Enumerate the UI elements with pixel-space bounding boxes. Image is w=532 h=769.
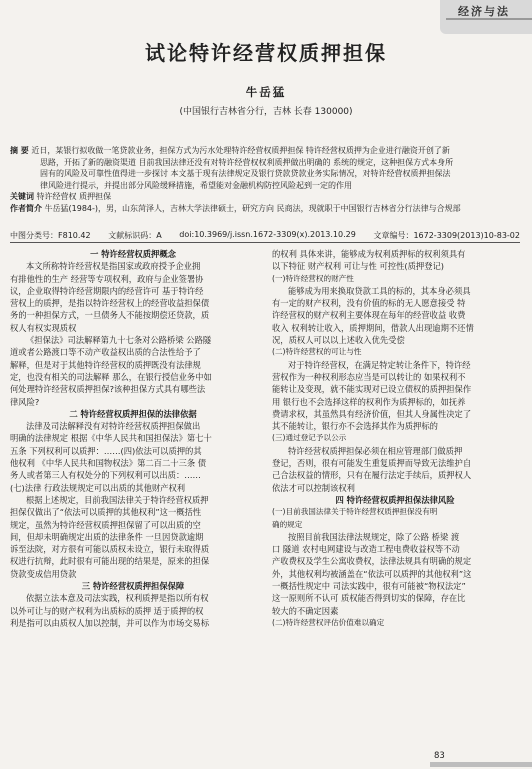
author-bio-label: 作者简介 <box>10 203 42 213</box>
body-text-line: 登记，否则，很有可能发生重复质押而导致无法维护自 <box>272 458 472 469</box>
body-text-line: 明确的法律规定 根据《中华人民共和国担保法》第七十 <box>10 433 212 444</box>
body-text-line: 营权上的质押，是指以特许经营权上的经营收益担保债 <box>10 298 210 309</box>
body-text-line: 根据上述规定，目前我国法律关于特许经营权质押 <box>26 494 209 505</box>
body-text-line: 一概括性规定中 司法实践中，很有可能被“物权法定” <box>272 581 466 592</box>
body-column-left <box>10 248 256 629</box>
body-text-line: 较大的不确定因素 <box>272 605 339 616</box>
body-text-line: 能转让及变现，就不能实现对已设立债权的质押担保作 <box>272 384 472 395</box>
abstract-line: 律风险进行提示，并提出部分风险缓释措施，希望能对金融机构防控风险起到一定的作用 <box>40 180 352 190</box>
subsection-heading: (一)特许经营权的财产性 <box>272 273 354 283</box>
body-text-line: 间，但却未明确规定出质的法律条件 一旦因贷款逾期 <box>10 531 204 542</box>
section-heading: 二 特许经营权质押担保的法律依据 <box>69 408 197 419</box>
body-text-line: 定，也没有相关的司法解释 那么，在银行授信业务中如 <box>10 371 212 382</box>
page-footer-bar <box>430 762 532 767</box>
body-text-line: 务的一种担保方式，一旦债务人不能按期偿还贷款，质 <box>10 310 210 321</box>
abstract-label: 摘 要 <box>10 146 29 155</box>
body-text-line: 他权利 《中华人民共和国物权法》第二百二十三条 债 <box>10 458 207 469</box>
body-text-line: 其不能转让，银行亦不会选择其作为质押标的 <box>272 421 438 432</box>
column-tag: 经济与法 <box>458 5 510 18</box>
body-text-line: 的权利 具体来讲，能够成为权利质押标的权利须具有 <box>272 249 466 259</box>
article-author: 牛岳猛 <box>245 85 287 99</box>
section-heading: 一 特许经营权质押概念 <box>90 249 176 259</box>
abstract-line: 固有的风险及可靠性值得进一步探讨 本文基于现有法律规定及银行贷款贷款业务实际情况，对特许经营权质押担保法 <box>40 169 451 178</box>
body-text-line: 权人有权实现质权 <box>10 322 77 333</box>
abstract-block <box>10 145 520 214</box>
page-number: 83 <box>434 751 445 761</box>
body-text-line: 本文所称特许经营权是指国家或政府授予企业拥 <box>26 261 201 272</box>
body-text-line: 特许经营权质押担保必须在相应管理部门做质押 <box>288 445 463 456</box>
body-text-line: 以外可让与的财产权利为出质标的质押 适于质押的权 <box>10 605 204 616</box>
body-text-line: 法律及司法解释没有对特许经营权质押担保做出 <box>26 421 201 432</box>
document-code: 文献标识码：A <box>108 231 162 240</box>
body-text-line: 营权作为一种权利形态应当是可以转让的 如果权利不 <box>272 371 466 382</box>
clc-number: 中图分类号：F810.42 <box>10 231 91 240</box>
article-number: 文章编号：1672-3309(2013)10-83-02 <box>373 231 520 240</box>
body-text-line: 这一原则所不认可 质权能否得到切实的保障，存在比 <box>272 593 466 604</box>
article-title: 试论特许经营权质押担保 <box>145 41 387 65</box>
keywords-label: 关键词 <box>10 192 34 201</box>
body-text-line: 按照目前我国法律法规规定，除了公路 桥梁 渡 <box>288 531 460 542</box>
body-text-line: 外，其他权利均被涵盖在“依法可以质押的其他权利”这 <box>272 568 472 579</box>
body-text-line: 规定，虽然为特许经营权质押担保留了可以出质的空 <box>10 519 201 530</box>
body-text-line: 能够成为用来换取贷款工具的标的，其本身必须具 <box>288 285 471 296</box>
subsection-heading: 确的规定 <box>272 519 303 529</box>
body-text-line: 依法才可以控制该权利 <box>272 482 355 493</box>
keywords-line <box>10 191 520 203</box>
body-text-line: 贷款变成信用贷款 <box>10 568 77 579</box>
body-text-line: 有一定的财产权利，没有价值的标的无人愿意接受 特 <box>272 298 466 309</box>
body-text-line: 费请求权，其虽然具有经济价值，但其人身属性决定了 <box>272 408 472 419</box>
section-heading: 四 特许经营权质押担保法律风险 <box>335 494 455 505</box>
body-text-line: 诉至法院，对方很有可能以质权未设立，银行未取得质 <box>10 544 210 555</box>
section-heading: 三 特许经营权质押担保保障 <box>81 581 185 592</box>
body-text-line: 依据立法本意及司法实践，权利质押是指以所有权 <box>26 593 209 604</box>
author-bio: 牛岳猛(1984-)，男，山东菏泽人，吉林大学法律硕士，研究方向 民商法，现就职于中国银行吉林省分行法律与合规部 <box>44 203 461 213</box>
body-text-line: 有排他性的生产 经营等专项权利，政府与企业签署协 <box>10 273 204 284</box>
body-text-line: 口 隧道 农村电网建设与改造工程电费收益权等不动 <box>272 544 460 555</box>
doi: doi:10.3969/j.issn.1672-3309(x).2013.10.29 <box>179 230 356 239</box>
abstract-line: 思路，开拓了新的融资渠道 目前我国法律还没有对特许经营权权利质押做出明确的 系统的规定，这种担保方式本身所 <box>40 157 454 167</box>
body-text-line: 收入 权利转让收入，质押期间，借款人出现逾期不还情 <box>272 322 474 333</box>
body-text-line: 以下特征 财产权利 可让与性 可控性(质押登记) <box>272 261 445 272</box>
body-text-line: 担保仅做出了“依法可以质押的其他权利”这一概括性 <box>10 507 202 518</box>
header-divider <box>10 242 520 243</box>
body-text-line: 用 银行也不会选择这样的权利作为质押标的，如抚养 <box>272 396 466 407</box>
body-text-line: 务人或者第三人有权处分的下列权利可以出质：…… <box>10 470 201 481</box>
body-text-line: 权进行抗辩，此时很有可能出现的结果是，原来的担保 <box>10 556 210 567</box>
body-text-line: (七)法律 行政法规规定可以出质的其他财产权利 <box>10 482 186 493</box>
body-text-line: 议，企业取得特许经营期限内的经营许可 基于特许经 <box>10 285 204 296</box>
article-meta <box>10 230 520 241</box>
body-text-line: 产收费权及学生公寓收费权，法律法规具有明确的规定 <box>272 556 472 567</box>
body-text-line: 律风险? <box>10 396 40 407</box>
body-column-right <box>272 248 518 629</box>
body-text-line: 许经营权的财产权利主要体现在每年的经营收益 收费 <box>272 310 466 321</box>
body-text-line: 五条 下列权利可以质押：……(四)依法可以质押的其 <box>10 445 202 456</box>
body-text-line: 《担保法》司法解释第九十七条对公路桥梁 公路隧 <box>26 335 212 346</box>
body-text-line: 何处理特许经营权质押担保?该种担保方式具有哪些法 <box>10 384 206 395</box>
body-text-line: 况，质权人可以以上述收入优先受偿 <box>272 335 405 346</box>
body-text-line: 对于特许经营权，在满足特定转让条件下，特许经 <box>288 359 471 370</box>
abstract-line: 摘 要 近日，某银行拟收做一笔贷款业务，担保方式为污水处理特许经营权质押担保 特许经营权质押为企业进行融资开创了新 <box>10 146 450 155</box>
keywords: 特许经营权 质押担保 <box>36 192 112 201</box>
subsection-heading: (二)特许经营权评估价值难以确定 <box>272 617 385 627</box>
body-text-line: 道或者公路渡口等不动产收益权出质的合法性给予了 <box>10 347 201 358</box>
body-text-line: 利是指可以由质权人加以控制，并可以作为市场交易标 <box>10 617 210 628</box>
subsection-heading: (一)目前我国法律关于特许经营权质押担保没有明 <box>272 507 438 517</box>
subsection-heading: (三)通过登记予以公示 <box>272 433 347 443</box>
article-affiliation: (中国银行吉林省分行，吉林 长春 130000) <box>179 107 353 117</box>
author-bio-line <box>10 203 520 215</box>
body-text-line: 解释，但是对于其他特许经营权的质押既没有法律规 <box>10 359 201 370</box>
body-text-line: 己合法权益的情形，只有在履行法定手续后，质押权人 <box>272 470 472 481</box>
subsection-heading: (二)特许经营权的可让与性 <box>272 347 362 357</box>
